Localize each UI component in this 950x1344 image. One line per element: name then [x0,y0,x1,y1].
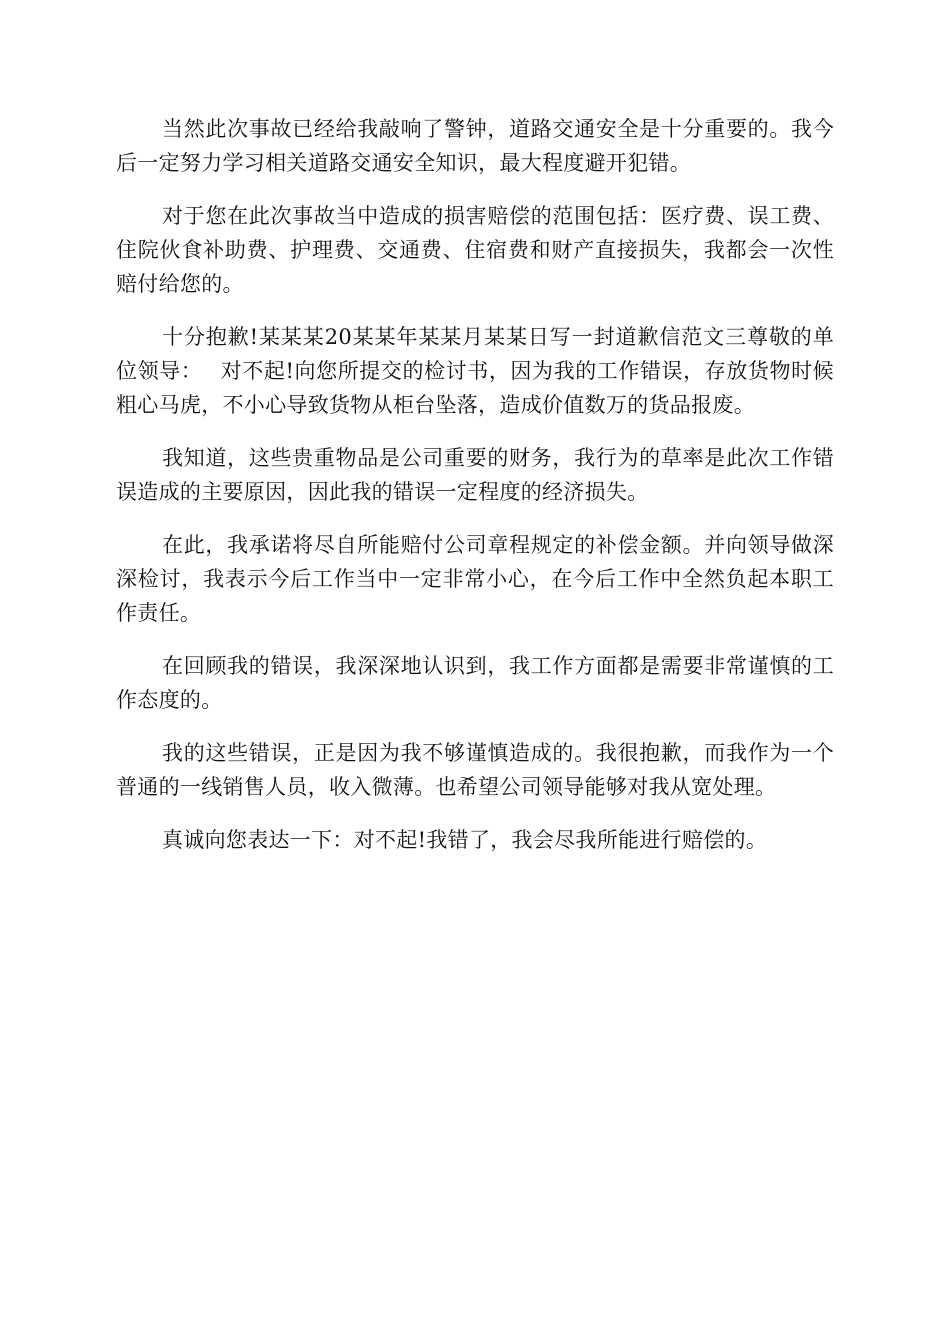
paragraph-8: 真诚向您表达一下：对不起!我错了，我会尽我所能进行赔偿的。 [162,828,768,852]
paragraph-5: 在此，我承诺将尽自所能赔付公司章程规定的补偿金额。并向领导做深深检讨，我表示今后工作当中一定非常小心，在今后工作中全然负起本职工作责任。 [116,533,834,625]
paragraph-3: 十分抱歉!某某某20某某年某某月某某日写一封道歉信范文三尊敬的单位领导： 对不起!向您所提交的检讨书，因为我的工作错误，存放货物时候粗心马虎，不小心导致货物从柜台坠落，造成价值数万的货品报废。 [116,325,834,417]
paragraph-7: 我的这些错误，正是因为我不够谨慎造成的。我很抱歉，而我作为一个普通的一线销售人员，收入微薄。也希望公司领导能够对我从宽处理。 [116,741,834,799]
paragraph-2: 对于您在此次事故当中造成的损害赔偿的范围包括：医疗费、误工费、住院伙食补助费、护理费、交通费、住宿费和财产直接损失，我都会一次性赔付给您的。 [116,204,834,296]
paragraph-6: 在回顾我的错误，我深深地认识到，我工作方面都是需要非常谨慎的工作态度的。 [116,654,834,712]
paragraph-1: 当然此次事故已经给我敲响了警钟，道路交通安全是十分重要的。我今后一定努力学习相关道路交通安全知识，最大程度避开犯错。 [116,117,834,175]
document-page [116,112,834,876]
paragraph-4: 我知道，这些贵重物品是公司重要的财务，我行为的草率是此次工作错误造成的主要原因，因此我的错误一定程度的经济损失。 [116,446,834,504]
